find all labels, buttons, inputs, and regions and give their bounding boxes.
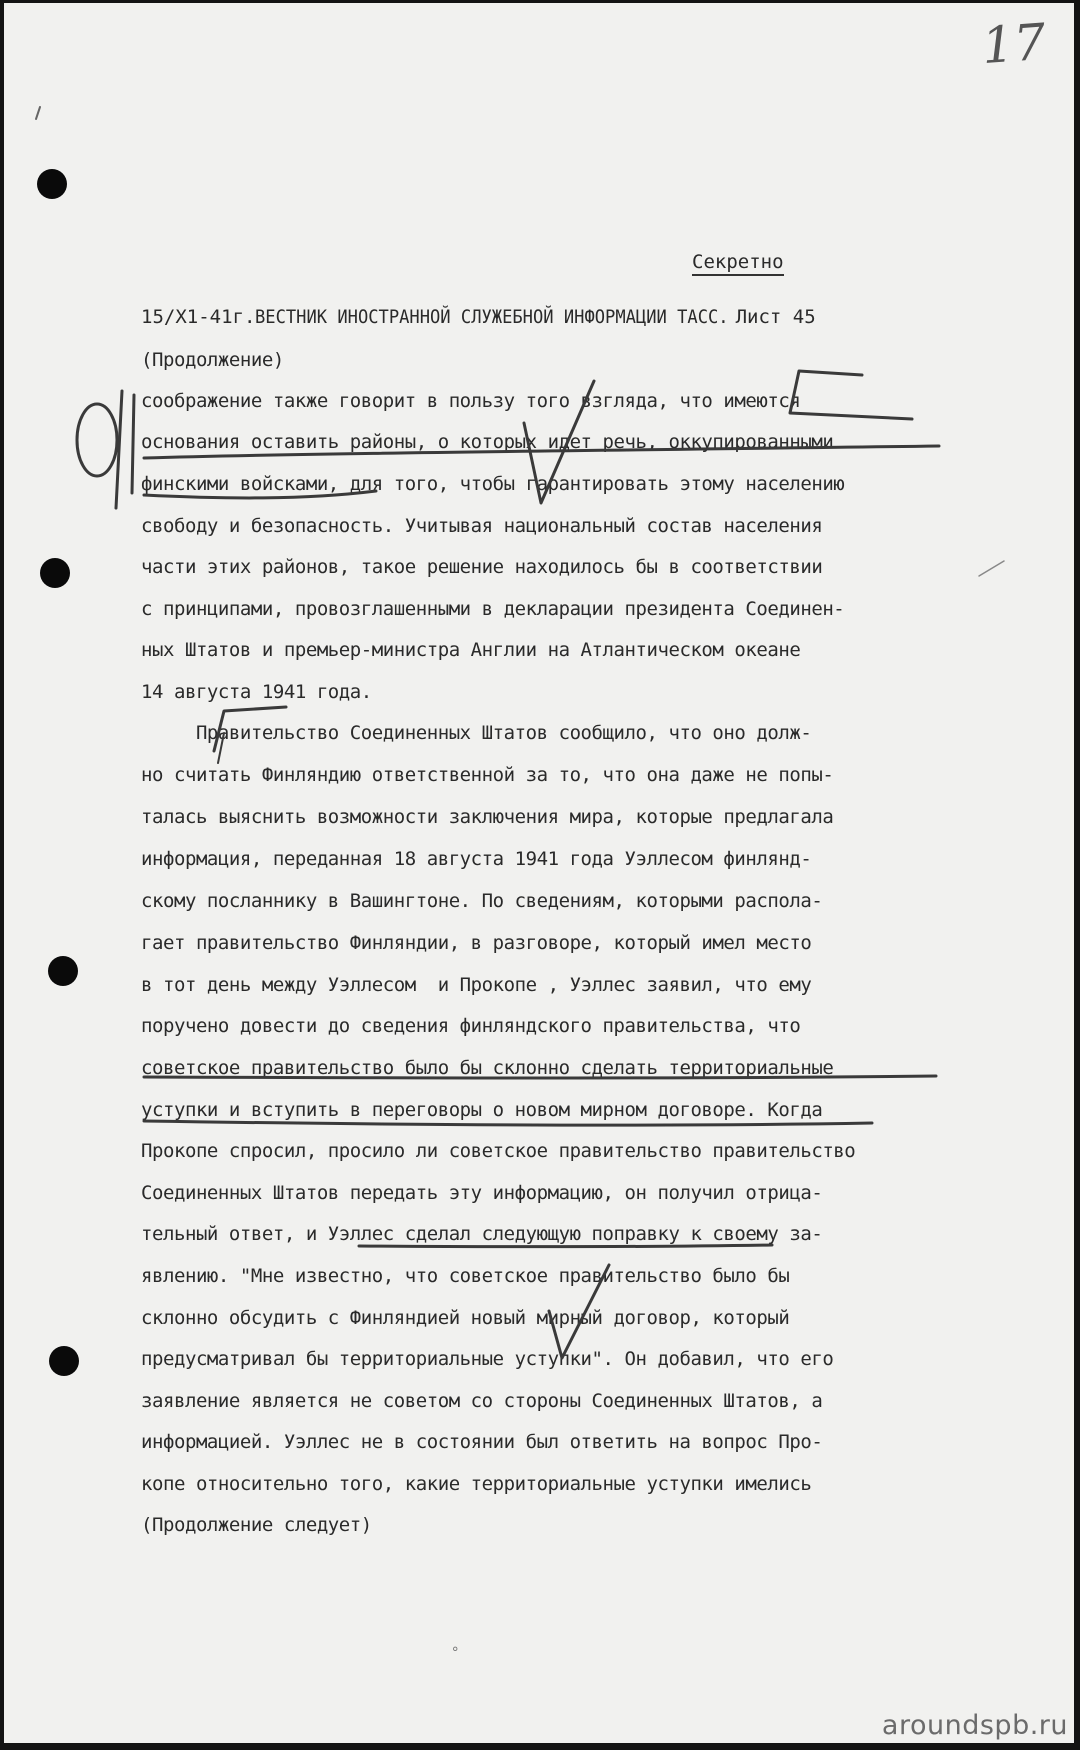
text-line: части этих районов, такое решение находилось бы в соответствии (141, 556, 823, 578)
text-line: свободу и безопасность. Учитывая национальный состав населения (141, 515, 823, 537)
text-line: талась выяснить возможности заключения мира, которые предлагала (141, 806, 834, 828)
handwritten-page-number: 17 (980, 12, 1048, 76)
underline-5 (359, 1245, 772, 1247)
text-line: склонно обсудить с Финляндией новый мирный договор, который (141, 1307, 790, 1329)
text-line: соображение также говорит в пользу того взгляда, что имеются (141, 390, 801, 412)
margin-circle-mark (77, 404, 117, 476)
header-sheet: Лист 45 (735, 306, 816, 328)
text-line: Прокопе спросил, просило ли советское правительство правительство (141, 1140, 856, 1162)
text-line: в тот день между Уэллесом и Прокопе , Уэллес заявил, что ему (141, 974, 812, 996)
text-line: Соединенных Штатов передать эту информацию, он получил отрица- (141, 1182, 823, 1204)
header-date: 15/X1-41г. (141, 306, 256, 328)
text-line: 14 августа 1941 года. (141, 681, 372, 703)
text-line: Правительство Соединенных Штатов сообщило, что оно долж- (141, 722, 812, 744)
punch-hole-1 (37, 169, 67, 199)
text-line: ных Штатов и премьер-министра Англии на Атлантическом океане (141, 639, 801, 661)
text-line: явлению. "Мне известно, что советское правительство было бы (141, 1265, 790, 1287)
watermark: aroundspb.ru (881, 1710, 1068, 1741)
text-line: информация, переданная 18 августа 1941 года Уэллесом финлянд- (141, 848, 812, 870)
document-header (141, 306, 816, 328)
text-line: предусматривал бы территориальные уступки". Он добавил, что его (141, 1348, 834, 1370)
punch-hole-2 (40, 558, 70, 588)
continuation-label: (Продолжение) (141, 349, 284, 371)
page-dot-mark: ° (451, 1645, 460, 1661)
document-page (4, 3, 1074, 1743)
text-line: информацией. Уэллес не в состоянии был ответить на вопрос Про- (141, 1431, 823, 1453)
classification-label: Секретно (692, 251, 784, 276)
text-line: тельный ответ, и Уэллес сделал следующую поправку к своему за- (141, 1223, 823, 1245)
text-line: советское правительство было бы склонно сделать территориальные (141, 1057, 834, 1079)
text-line: уступки и вступить в переговоры о новом мирном договоре. Когда (141, 1099, 823, 1121)
text-line: заявление является не советом со стороны Соединенных Штатов, а (141, 1390, 823, 1412)
punch-hole-3 (48, 956, 78, 986)
bracket-mark-1 (790, 371, 912, 419)
header-title: ВЕСТНИК ИНОСТРАННОЙ СЛУЖЕБНОЙ ИНФОРМАЦИИ ТАСС. (255, 306, 729, 328)
text-line: финскими войсками, для того, чтобы гарантировать этому населению (141, 473, 845, 495)
text-line: гает правительство Финляндии, в разговоре, который имел место (141, 932, 812, 954)
text-line: но считать Финляндию ответственной за то, что она даже не попы- (141, 764, 834, 786)
margin-bracket-mark (116, 391, 134, 508)
text-line: основания оставить районы, о которых идет речь, оккупированными (141, 431, 834, 453)
text-line: (Продолжение следует) (141, 1514, 372, 1536)
text-line: с принципами, провозглашенными в декларации президента Соединен- (141, 598, 845, 620)
text-line: скому посланнику в Вашингтоне. По сведениям, которыми распола- (141, 890, 823, 912)
text-line: поручено довести до сведения финляндского правительства, что (141, 1015, 801, 1037)
text-line: копе относительно того, какие территориальные уступки имелись (141, 1473, 812, 1495)
punch-hole-4 (49, 1346, 79, 1376)
underline-4 (144, 1121, 872, 1125)
